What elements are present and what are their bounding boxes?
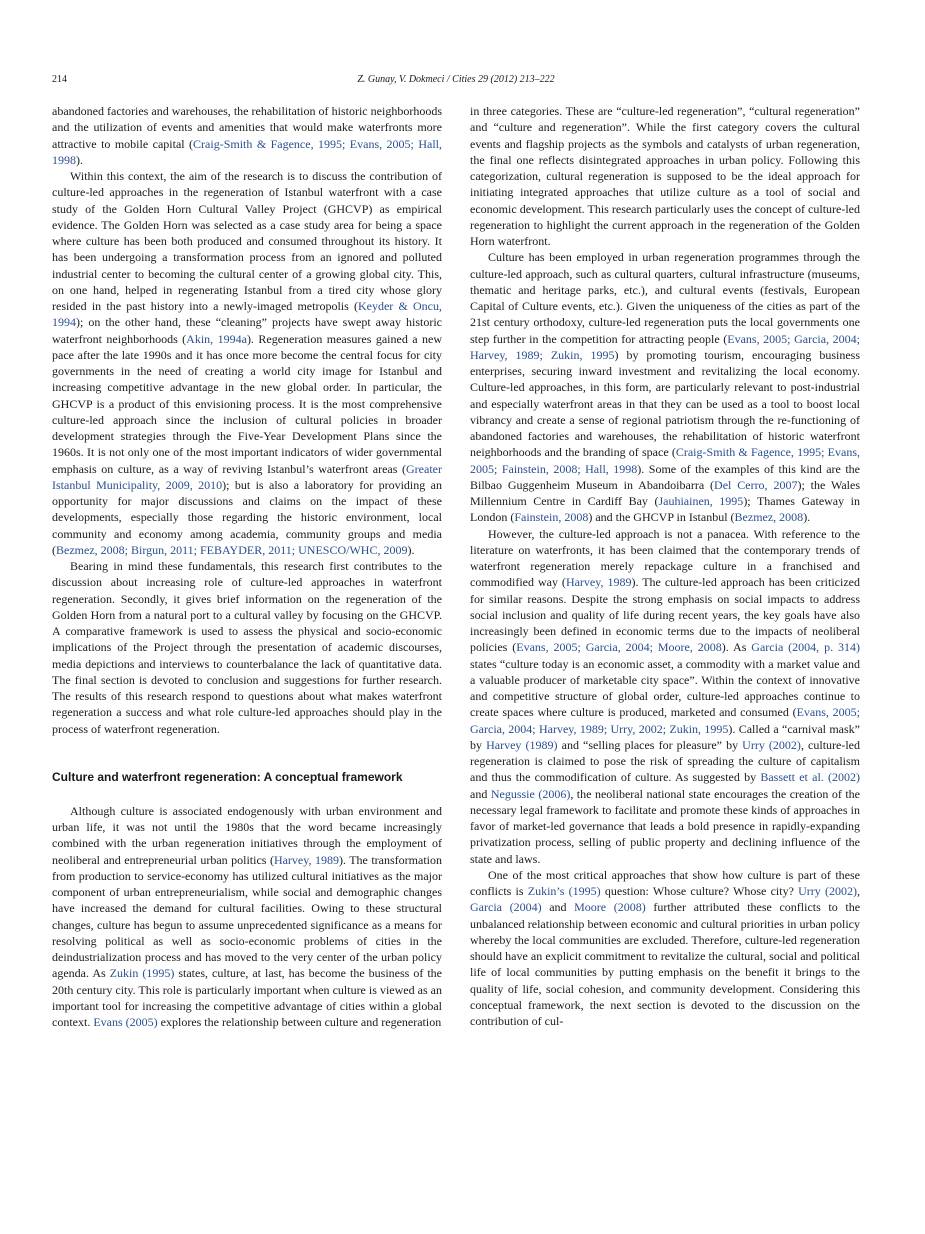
text-run: states, culture, at last, has become the business of the 20th century city. This role is particularly important when culture is viewed as an important tool for increasing the competitive advantage of cities within a global context. — [52, 966, 442, 1029]
citation-link[interactable]: Greater Istanbul Municipality, 2009, 2010 — [52, 461, 442, 492]
text-run: question: Whose culture? Whose city? — [600, 884, 799, 898]
page-header — [52, 72, 860, 88]
text-run: ). As — [721, 640, 752, 655]
left-column — [52, 103, 442, 1030]
paragraph — [52, 168, 442, 558]
paragraph — [52, 803, 442, 1031]
citation-link[interactable]: Zukin (1995) — [109, 966, 175, 981]
text-run: ). — [803, 510, 811, 525]
text-run: ). The transformation from production to service-economy has utilized cultural initiatives as the major component of urban entrepreneurialism, while social and demographic changes have increased the demand for cultural facilities. Owing to these structural changes, culture has begun to assume unprecedented significance as a means for resolving political as well as socio-economic problems of cities in the deindustrialization process and has moved to the very center of the urban policy agenda. As — [52, 852, 442, 981]
text-run: and — [470, 786, 491, 801]
text-run: ). — [407, 542, 415, 557]
text-run: , — [857, 884, 861, 898]
citation-link[interactable]: Zukin’s (1995) — [527, 884, 601, 898]
text-run: ). Regeneration measures gained a new pace after the late 1990s and it has once more become the central focus for city governments in the need of creating a world city image for Istanbul and increasing competitive advantage in the new global order. In particular, the GHCVP is a product of this envisioning process. It is the most comprehensive culture-led approach since the inclusion of cultural policies in broader development strategies through the Five-Year Development Plans since the 1960s. It is not only one of the most important indicators of wider governmental emphasis on culture, as a way of reviving Istanbul’s waterfront areas ( — [52, 331, 443, 476]
text-run: , the neoliberal national state encourages the creation of the necessary legal framework to facilitate and promote these kinds of approaches in favor of market-led governance that leads a bold presence in rapidly-expanding privatization process, selling of public property and declining influence of the state and laws. — [470, 786, 860, 866]
text-run: explores the relationship between culture and regeneration — [157, 1015, 442, 1029]
paragraph — [470, 249, 860, 525]
text-run: abandoned factories and warehouses, the rehabilitation of historic neighborhoods and the utilization of events and amenities that would make waterfronts more attractive to mobile capital ( — [52, 104, 442, 151]
citation-link[interactable]: Garcia (2004) — [470, 900, 542, 915]
citation-link[interactable]: Urry (2002) — [742, 737, 801, 752]
text-run: One of the most critical approaches that show how culture is part of these conflicts is — [470, 867, 860, 898]
text-run: and “selling places for pleasure” by — [557, 737, 743, 752]
citation-link[interactable]: Craig-Smith & Fagence, 1995; Evans, 2005; Fainstein, 2008; Hall, 1998 — [470, 445, 860, 476]
text-run: Within this context, the aim of the research is to discuss the contribution of culture-led approaches in the regeneration of Istanbul waterfront with a case study of the Golden Horn Cultural Valley Project (GHCVP) as empirical evidence. The Golden Horn was selected as a case study area for being a space where culture has been both produced and consumed throughout its history. It has been undergoing a transformation process from an ignored and polluted industrial center to becoming the cultural center of a growing global city. This, on one hand, helped in regenerating Istanbul from a tired city whose glory resided in the past history into a newly-imaged metropolis ( — [52, 169, 442, 313]
citation-link[interactable]: Evans (2005) — [93, 1015, 158, 1029]
text-run: , culture-led regeneration is claimed to pose the risk of spreading the culture of capitalism and thus the commodification of culture. As suggested by — [470, 737, 861, 785]
citation-link[interactable]: Harvey, 1989 — [565, 575, 632, 590]
citation-link[interactable]: Fainstein, 2008 — [514, 510, 589, 525]
citation-link[interactable]: Craig-Smith & Fagence, 1995; Evans, 2005; Hall, 1998 — [52, 136, 442, 167]
citation-link[interactable]: Moore (2008) — [574, 900, 646, 915]
text-run: ). — [76, 152, 83, 167]
citation-link[interactable]: Garcia (2004, p. 314) — [751, 640, 861, 655]
text-run: Bearing in mind these fundamentals, this research first contributes to the discussion about increasing role of culture-led approaches in waterfront regeneration. Secondly, it gives brief information on the regeneration of the Golden Horn from a natural port to a cultural valley by focusing on the GHCVP. A comparative framework is used to assess the physical and socio-economic implications of the Project through the presentation of academic discourses, media depictions and interviews to counterbalance the lack of quantitative data. The final section is devoted to conclusion and suggestions for further research. The results of this research respond to questions about what makes waterfront regeneration a success and what role culture-led approaches should play in the process of waterfront regeneration. — [52, 559, 442, 736]
paragraph — [52, 558, 442, 737]
text-run: further attributed these conflicts to the unbalanced relationship between economic and cultural priorities in urban policy whereby the local communities are excluded. Therefore, culture-led regeneration should have an explicit commitment to revitalize the cultural, social and political life of local communities by putting emphasis on the benefit it brings to the quality of life, social cohesion, and community development. Considering this conceptual framework, the next section is devoted to the discussion on the contribution of cul- — [470, 900, 861, 1028]
citation-link[interactable]: Harvey, 1989 — [273, 852, 339, 867]
section-heading: Culture and waterfront regeneration: A conceptual framework — [52, 769, 403, 784]
citation-link[interactable]: Del Cerro, 2007 — [714, 477, 798, 492]
text-run: and — [541, 900, 575, 915]
citation-link[interactable]: Jauhiainen, 1995 — [658, 494, 744, 508]
citation-link[interactable]: Evans, 2005; Garcia, 2004; Harvey, 1989; Urry, 2002; Zukin, 1995 — [470, 705, 861, 736]
text-run: ); the Wales Millennium Centre in Cardiff Bay ( — [470, 477, 861, 508]
paragraph — [52, 103, 442, 168]
text-run: ). Called a “carnival mask” by — [470, 721, 860, 752]
text-run: ) and the GHCVP in Istanbul ( — [588, 510, 735, 525]
page-number: 214 — [52, 74, 67, 85]
text-run: in three categories. These are “culture-led regeneration”, “cultural regeneration” and “culture and regeneration”. While the first category covers the cultural events and flagship projects as the symbols and catalysts of urban regeneration, the final one reflects disintegrated approaches in urban policy. Following this categorization, cultural regeneration is supposed to be the ideal approach for initiating integrated approaches that utilize culture as a tool of social and economic development. This research particularly uses the concept of culture-led regeneration to highlight the current approach in the regeneration of the Golden Horn waterfront. — [470, 104, 860, 248]
citation-link[interactable]: Bassett et al. (2002) — [760, 770, 861, 785]
citation-link[interactable]: Urry (2002) — [798, 884, 858, 898]
citation-link[interactable]: Bezmez, 2008; Birgun, 2011; FEBAYDER, 2011; UNESCO/WHC, 2009 — [56, 542, 408, 557]
citation-link[interactable]: Bezmez, 2008 — [734, 510, 804, 525]
text-run: states “culture today is an economic asset, a commodity with a market value and a valuable producer of marketable city space”. Within the context of innovative and competitive structure of global order, culture-led approaches continue to create spaces where culture is produced, marketed and consumed ( — [470, 656, 860, 720]
text-run: ). The culture-led approach has been criticized for similar reasons. Despite the strong emphasis on social impacts to address social inclusion and quality of life during recent years, the key goals have also increasingly been defined in economic terms due to the impacts of neoliberal policies ( — [470, 575, 860, 655]
citation-link[interactable]: Akin, 1994a — [186, 331, 247, 346]
citation-link[interactable]: Evans, 2005; Garcia, 2004; Moore, 2008 — [516, 640, 722, 655]
text-run: ); on the other hand, these “cleaning” projects have swept away historic waterfront neighborhoods ( — [52, 315, 442, 346]
running-head: Z. Gunay, V. Dokmeci / Cities 29 (2012) 213–222 — [357, 74, 555, 85]
text-run: Although culture is associated endogenously with urban environment and urban life, it was not until the 1980s that the word became increasingly combined with the urban regeneration initiatives through the employment of neoliberal and entrepreneurial urban politics ( — [52, 803, 442, 867]
text-run: ). Some of the examples of this kind are the Bilbao Guggenheim Museum in Abandoibarra ( — [470, 461, 861, 492]
citation-link[interactable]: Harvey (1989) — [486, 737, 558, 752]
paragraph — [470, 526, 860, 867]
text-run: ); but is also a laboratory for providing an opportunity for major discussions and claims on the impact of these developments, especially those regarding the historic environment, local community and economy among academia, community groups and media ( — [52, 477, 443, 557]
text-run: ); Thames Gateway in London ( — [470, 494, 861, 525]
citation-link[interactable]: Negussie (2006) — [490, 786, 571, 801]
text-run: However, the culture-led approach is not a panacea. With reference to the literature on waterfronts, it has been claimed that the contemporary trends of waterfront regeneration merely repackage culture in a franchised and commodified way ( — [470, 526, 860, 590]
text-run: ) by promoting tourism, encouraging business enterprises, securing inward investment and revitalizing the local economy. Culture-led approaches, in this form, are particularly relevant to post-industrial and especially waterfront areas in that they can be used as a tool to boost local vibrancy and create a sense of regional patriotism through the re-functioning of abandoned factories and warehouses, the rehabilitation of historic waterfront neighborhoods and the branding of space ( — [470, 347, 860, 460]
citation-link[interactable]: Keyder & Oncu, 1994 — [52, 299, 443, 330]
paragraph — [470, 867, 860, 1030]
citation-link[interactable]: Evans, 2005; Garcia, 2004; Harvey, 1989; Zukin, 1995 — [470, 331, 860, 362]
right-column — [470, 103, 860, 1029]
paragraph — [470, 103, 860, 249]
text-run: Culture has been employed in urban regeneration programmes through the culture-led approach, such as cultural quarters, cultural infrastructure (museums, thematic and heritage parks, etc.), and cultural events (festivals, European Capital of Culture events, etc.). Given the uniqueness of the cities as part of the 21st century orthodoxy, culture-led regeneration puts the local governments one step further in the competition for attracting people ( — [470, 250, 860, 346]
